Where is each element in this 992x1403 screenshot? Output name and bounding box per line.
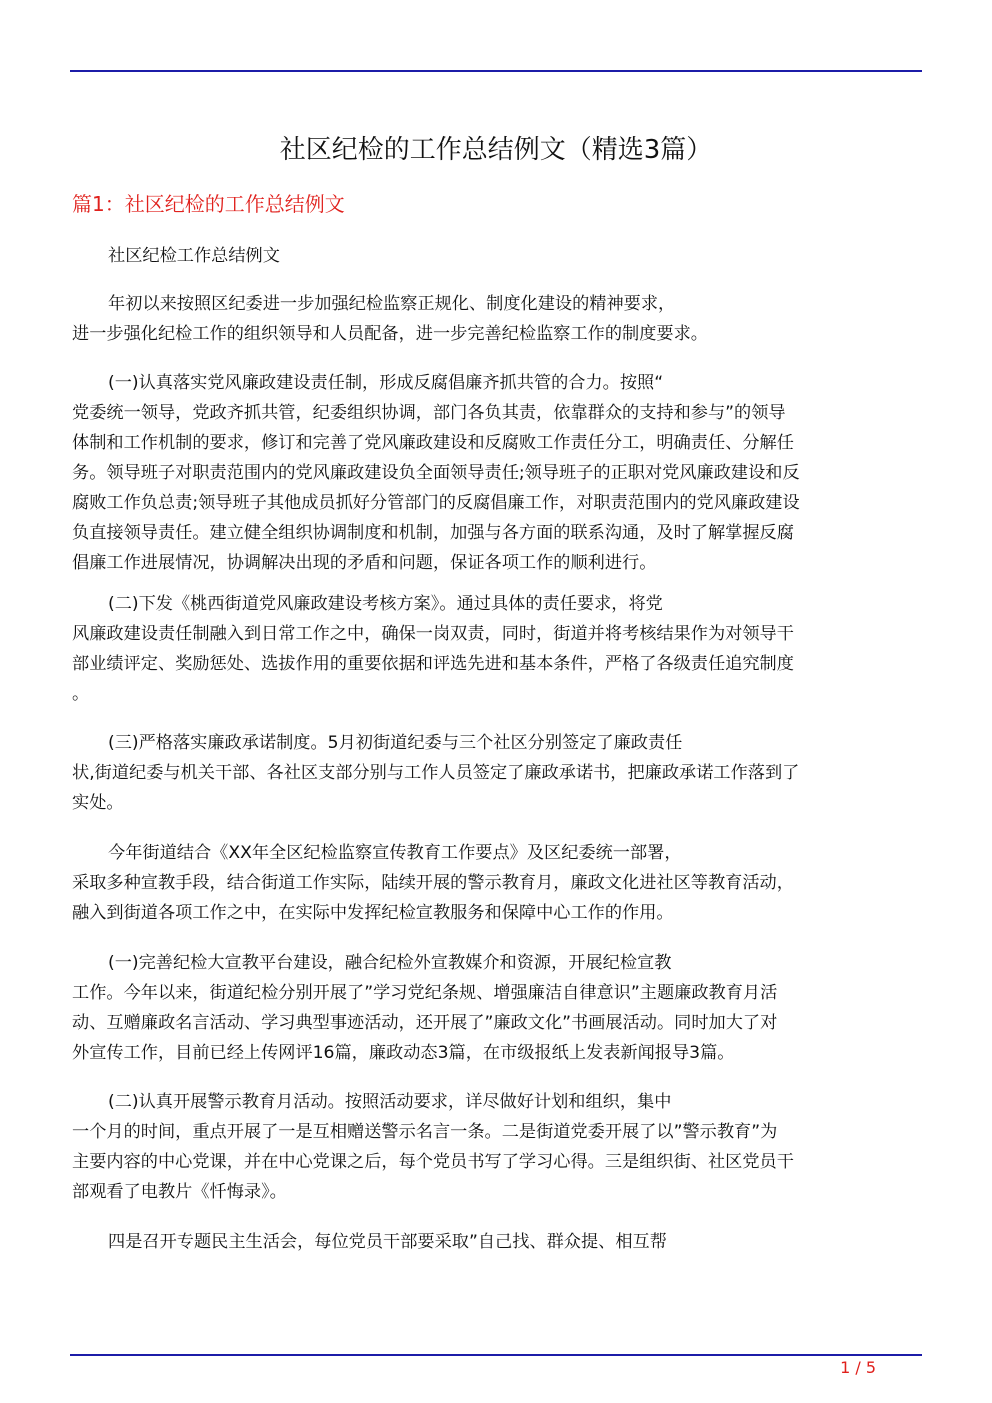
paragraph-line: 负直接领导责任。建立健全组织协调制度和机制，加强与各方面的联系沟通，及时了解掌握反腐 xyxy=(72,523,794,543)
paragraph-line: 。 xyxy=(72,684,90,704)
paragraph-line: 融入到街道各项工作之中，在实际中发挥纪检宣教服务和保障中心工作的作用。 xyxy=(72,903,674,923)
paragraph-line: 工作。今年以来，街道纪检分别开展了”学习党纪条规、增强廉洁自律意识”主题廉政教育月活 xyxy=(72,983,778,1003)
paragraph xyxy=(72,589,932,709)
paragraph-line: 年初以来按照区纪委进一步加强纪检监察正规化、制度化建设的精神要求， xyxy=(108,294,676,314)
document-title: 社区纪检的工作总结例文（精选3篇） xyxy=(279,135,713,165)
paragraph-line: 部业绩评定、奖励惩处、选拔作用的重要依据和评选先进和基本条件，严格了各级责任追究制度 xyxy=(72,654,794,674)
paragraph xyxy=(72,838,932,928)
section-heading: 篇1：社区纪检的工作总结例文 xyxy=(72,192,345,216)
paragraph-line: 今年街道结合《XX年全区纪检监察宣传教育工作要点》及区纪委统一部署， xyxy=(108,843,682,863)
paragraph-line: (三)严格落实廉政承诺制度。5月初街道纪委与三个社区分别签定了廉政责任 xyxy=(108,733,683,753)
paragraph-line: 主要内容的中心党课，并在中心党课之后，每个党员书写了学习心得。三是组织街、社区党员干 xyxy=(72,1152,794,1172)
paragraph-line: 体制和工作机制的要求，修订和完善了党风廉政建设和反腐败工作责任分工，明确责任、分解任 xyxy=(72,433,794,453)
paragraph-line: 党委统一领导，党政齐抓共管，纪委组织协调，部门各负其责，依靠群众的支持和参与”的领导 xyxy=(72,403,786,423)
paragraph-line: (一)认真落实党风廉政建设责任制，形成反腐倡廉齐抓共管的合力。按照“ xyxy=(108,373,664,393)
paragraph xyxy=(72,241,932,271)
paragraph-line: 采取多种宣教手段，结合街道工作实际，陆续开展的警示教育月，廉政文化进社区等教育活动， xyxy=(72,873,794,893)
paragraph-line: 动、互赠廉政名言活动、学习典型事迹活动，还开展了”廉政文化”书画展活动。同时加大了对 xyxy=(72,1013,778,1033)
paragraph-line: 状,街道纪委与机关干部、各社区支部分别与工作人员签定了廉政承诺书，把廉政承诺工作落到了 xyxy=(72,763,800,783)
paragraph-line: 进一步强化纪检工作的组织领导和人员配备，进一步完善纪检监察工作的制度要求。 xyxy=(72,324,708,344)
paragraph xyxy=(72,368,932,578)
paragraph-line: 实处。 xyxy=(72,793,124,813)
paragraph xyxy=(72,1227,932,1257)
paragraph xyxy=(72,948,932,1068)
paragraph-line: 风廉政建设责任制融入到日常工作之中，确保一岗双责，同时，街道并将考核结果作为对领导干 xyxy=(72,624,794,644)
footer-rule xyxy=(70,1354,922,1356)
paragraph-line: 倡廉工作进展情况，协调解决出现的矛盾和问题，保证各项工作的顺利进行。 xyxy=(72,553,657,573)
paragraph-line: 务。领导班子对职责范围内的党风廉政建设负全面领导责任;领导班子的正职对党风廉政建设和反 xyxy=(72,463,800,483)
paragraph-line: (二)下发《桃西街道党风廉政建设考核方案》。通过具体的责任要求，将党 xyxy=(108,594,663,614)
page-number: 1 / 5 xyxy=(840,1358,876,1377)
paragraph-line: 外宣传工作，目前已经上传网评16篇，廉政动态3篇，在市级报纸上发表新闻报导3篇。 xyxy=(72,1043,735,1063)
paragraph-line: 社区纪检工作总结例文 xyxy=(108,246,280,266)
paragraph-line: 一个月的时间，重点开展了一是互相赠送警示名言一条。二是街道党委开展了以”警示教育”为 xyxy=(72,1122,778,1142)
paragraph-line: 腐败工作负总责;领导班子其他成员抓好分管部门的反腐倡廉工作，对职责范围内的党风廉政建设 xyxy=(72,493,800,513)
paragraph-line: 四是召开专题民主生活会，每位党员干部要采取”自己找、群众提、相互帮 xyxy=(108,1232,667,1252)
paragraph-line: 部观看了电教片《忏悔录》。 xyxy=(72,1182,287,1202)
paragraph xyxy=(72,289,932,349)
header-rule xyxy=(70,70,922,72)
paragraph-line: (一)完善纪检大宣教平台建设，融合纪检外宣教媒介和资源，开展纪检宣教 xyxy=(108,953,672,973)
paragraph xyxy=(72,1087,932,1207)
paragraph-line: (二)认真开展警示教育月活动。按照活动要求，详尽做好计划和组织，集中 xyxy=(108,1092,672,1112)
paragraph xyxy=(72,728,932,818)
